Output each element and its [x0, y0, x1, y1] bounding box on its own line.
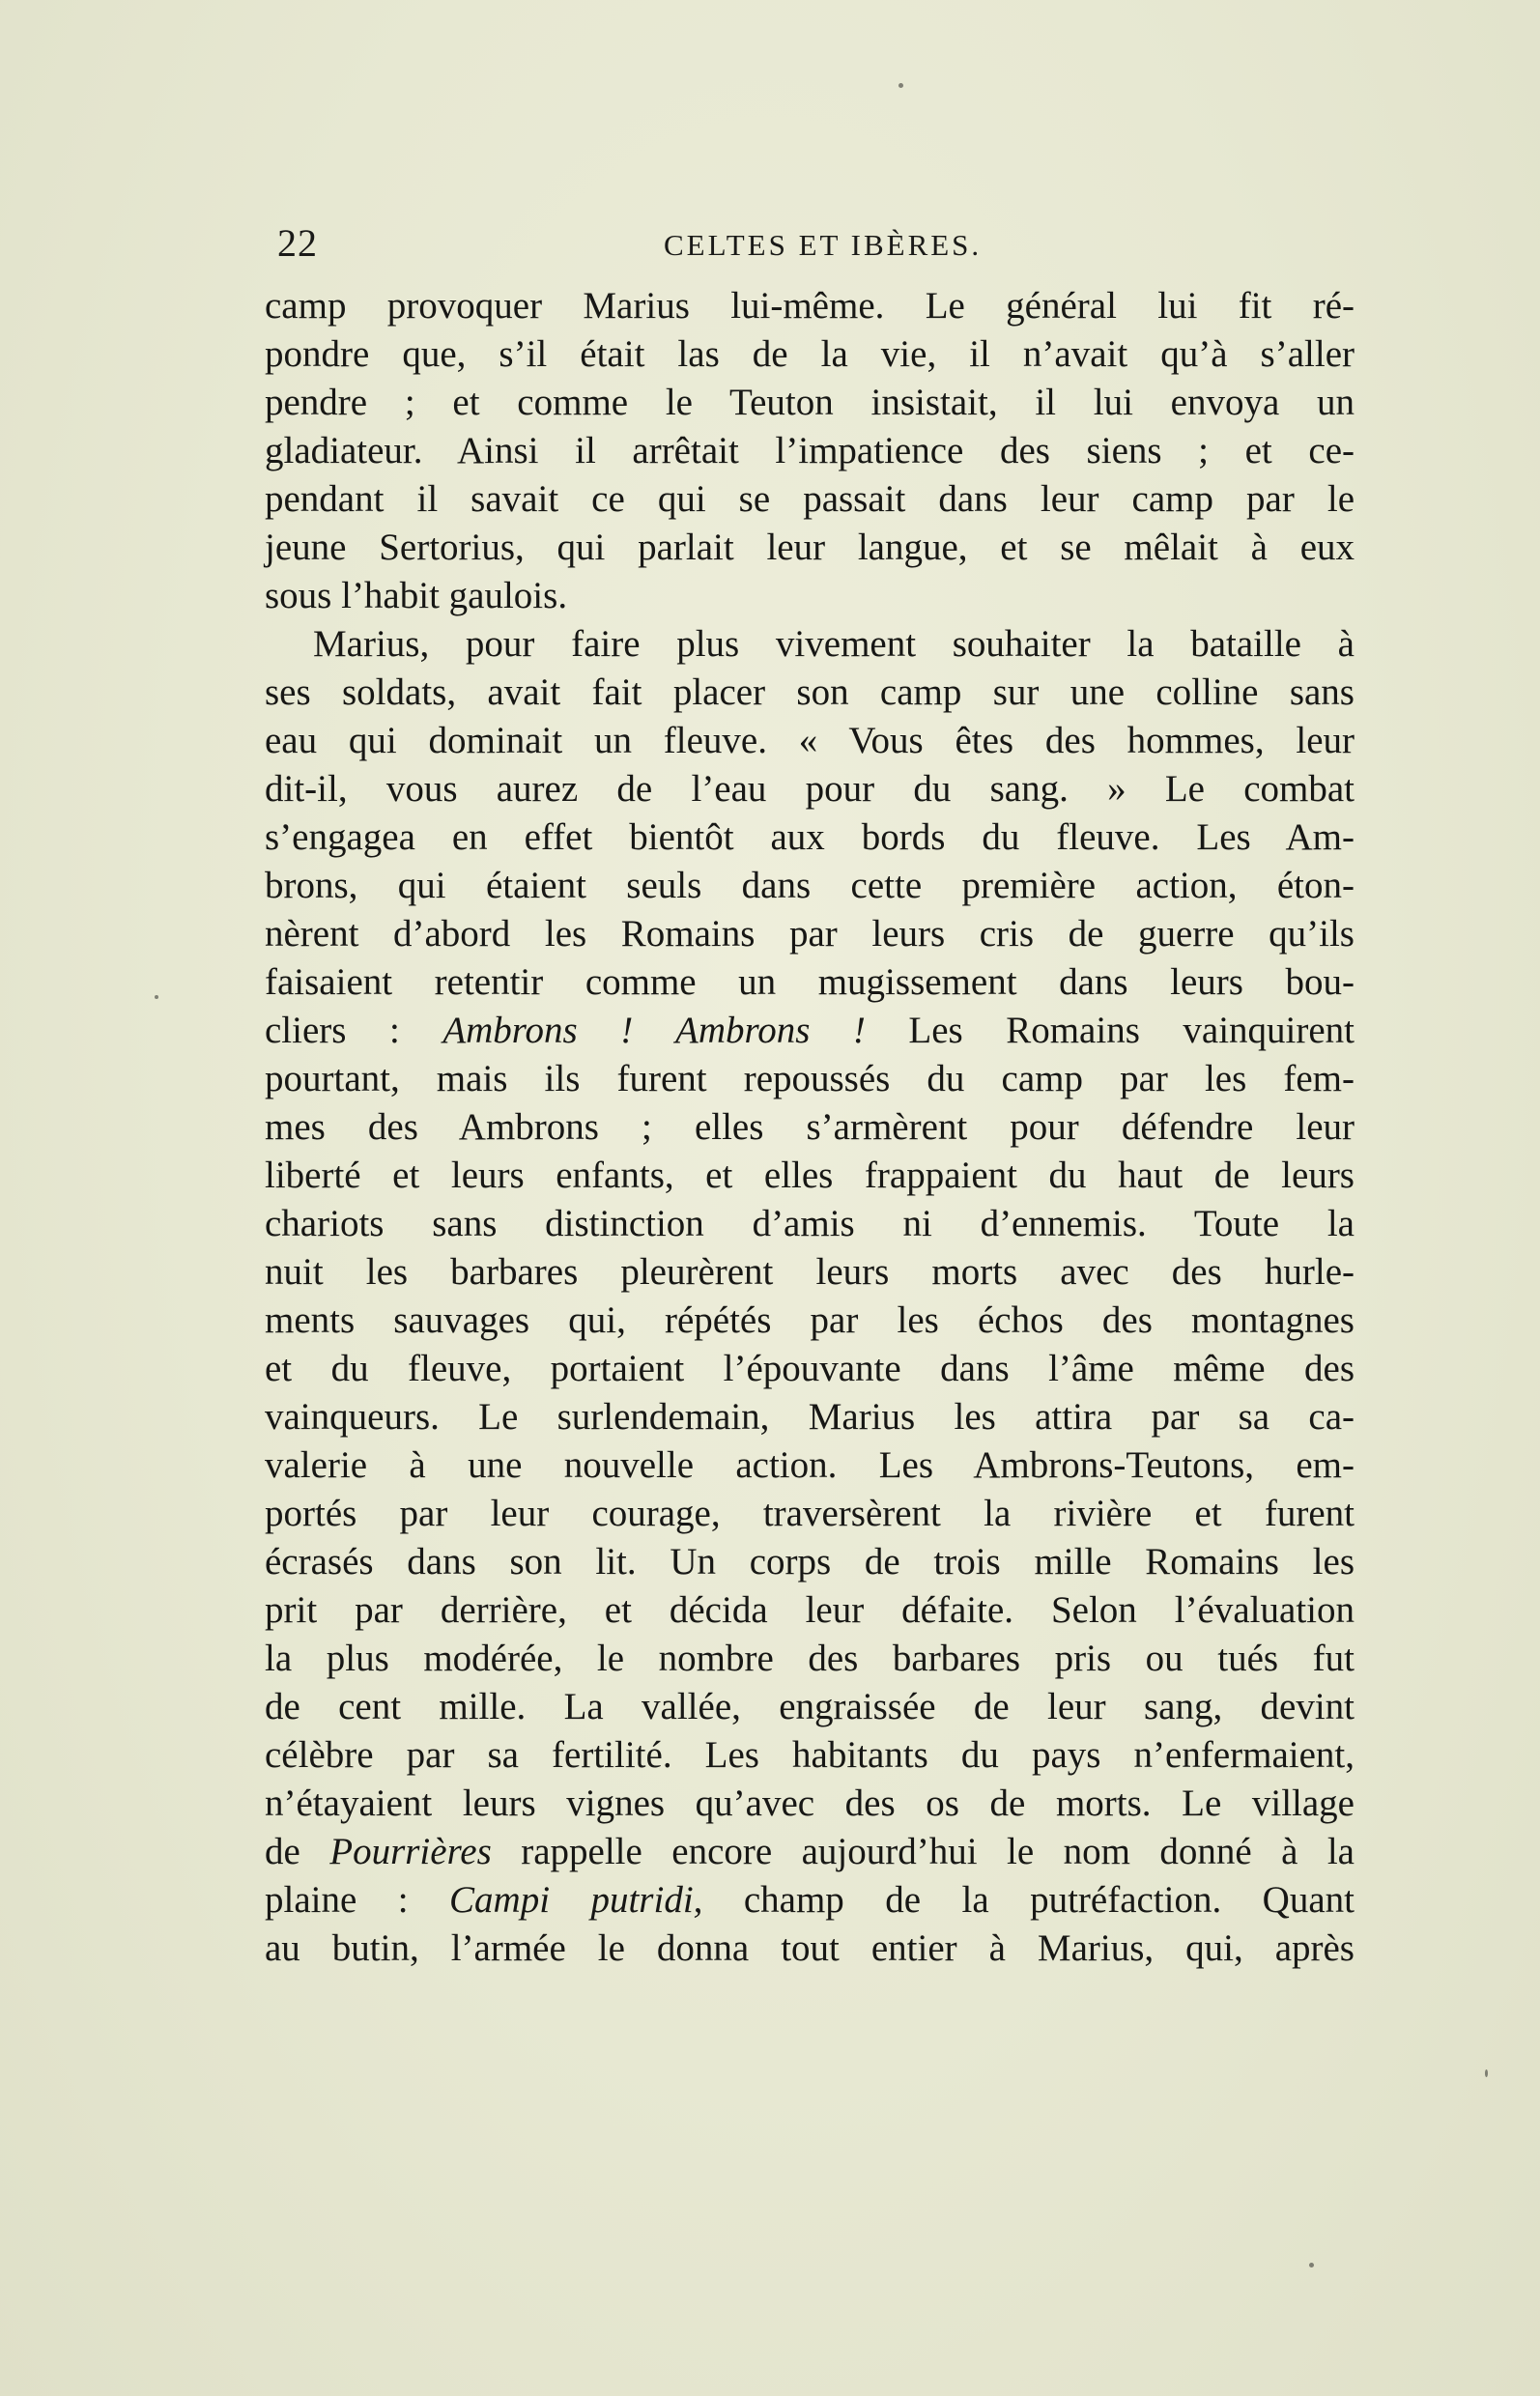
page-number: 22	[277, 221, 318, 265]
text-line: pondre que, s’il était las de la vie, il n’avait qu’à s’aller	[265, 333, 1355, 375]
body-text	[265, 282, 1355, 1973]
text-line: pourtant, mais ils furent repoussés du camp par les fem-	[265, 1058, 1355, 1099]
text-line: nuit les barbares pleurèrent leurs morts avec des hurle-	[265, 1251, 1355, 1293]
text-line: nèrent d’abord les Romains par leurs cris de guerre qu’ils	[265, 913, 1355, 955]
text-line: camp provoquer Marius lui-même. Le général lui fit ré-	[265, 285, 1355, 327]
text-line: valerie à une nouvelle action. Les Ambrons-Teutons, em-	[265, 1444, 1355, 1486]
text-line: eau qui dominait un fleuve. « Vous êtes des hommes, leur	[265, 720, 1355, 761]
text-line: pendre ; et comme le Teuton insistait, il lui envoya un	[265, 382, 1355, 423]
text-line: écrasés dans son lit. Un corps de trois mille Romains les	[265, 1541, 1355, 1583]
text-fragment: plaine :	[265, 1879, 450, 1921]
text-line: Marius, pour faire plus vivement souhaiter la bataille à	[313, 623, 1355, 665]
text-line: s’engagea en effet bientôt aux bords du fleuve. Les Am-	[265, 816, 1355, 858]
paper-speck	[1485, 2069, 1488, 2077]
text-line: la plus modérée, le nombre des barbares pris ou tués fut	[265, 1638, 1355, 1679]
text-fragment: Les Romains vainquirent	[865, 1010, 1355, 1051]
text-line: et du fleuve, portaient l’épouvante dans l’âme même des	[265, 1348, 1355, 1389]
text-fragment: de	[265, 1831, 330, 1872]
paragraph-1	[265, 282, 1355, 620]
paper-speck	[155, 995, 158, 999]
text-fragment: cliers :	[265, 1010, 443, 1051]
text-line-with-italic	[265, 1007, 1355, 1055]
text-line: portés par leur courage, traversèrent la rivière et furent	[265, 1493, 1355, 1534]
text-line: ments sauvages qui, répétés par les échos des montagnes	[265, 1299, 1355, 1341]
paper-speck	[1309, 2263, 1314, 2268]
text-line: brons, qui étaient seuls dans cette première action, éton-	[265, 865, 1355, 906]
page-header	[277, 220, 1340, 278]
text-line: chariots sans distinction d’amis ni d’ennemis. Toute la	[265, 1203, 1355, 1244]
text-line: mes des Ambrons ; elles s’armèrent pour défendre leur	[265, 1106, 1355, 1148]
italic-war-cry: Ambrons ! Ambrons !	[442, 1010, 866, 1051]
text-fragment: champ de la putréfaction. Quant	[702, 1879, 1355, 1921]
text-line: de cent mille. La vallée, engraissée de leur sang, devint	[265, 1686, 1355, 1727]
text-line: jeune Sertorius, qui parlait leur langue, et se mêlait à eux	[265, 527, 1355, 568]
text-line: pendant il savait ce qui se passait dans leur camp par le	[265, 478, 1355, 520]
text-line: liberté et leurs enfants, et elles frappaient du haut de leurs	[265, 1155, 1355, 1196]
text-line: faisaient retentir comme un mugissement dans leurs bou-	[265, 961, 1355, 1003]
text-line: dit-il, vous aurez de l’eau pour du sang. » Le combat	[265, 768, 1355, 810]
text-line-with-italic	[265, 1828, 1355, 1876]
text-line-with-italic	[265, 1876, 1355, 1925]
text-line: vainqueurs. Le surlendemain, Marius les attira par sa ca-	[265, 1396, 1355, 1438]
paper-speck	[898, 83, 903, 88]
paragraph-2	[265, 620, 1355, 1973]
text-line: gladiateur. Ainsi il arrêtait l’impatience des siens ; et ce-	[265, 430, 1355, 471]
text-line: prit par derrière, et décida leur défaite. Selon l’évaluation	[265, 1589, 1355, 1631]
italic-latin-term: Campi putridi,	[449, 1879, 703, 1921]
text-line: ses soldats, avait fait placer son camp sur une colline sans	[265, 671, 1355, 713]
text-line: n’étayaient leurs vignes qu’avec des os de morts. Le village	[265, 1783, 1355, 1824]
text-line: au butin, l’armée le donna tout entier à Marius, qui, après	[265, 1927, 1355, 1969]
text-line: sous l’habit gaulois.	[265, 575, 568, 616]
italic-place-name: Pourrières	[329, 1831, 492, 1872]
text-line: célèbre par sa fertilité. Les habitants du pays n’enfermaient,	[265, 1734, 1355, 1776]
running-title: CELTES ET IBÈRES.	[664, 228, 983, 262]
text-fragment: rappelle encore aujourd’hui le nom donné à la	[491, 1831, 1355, 1872]
